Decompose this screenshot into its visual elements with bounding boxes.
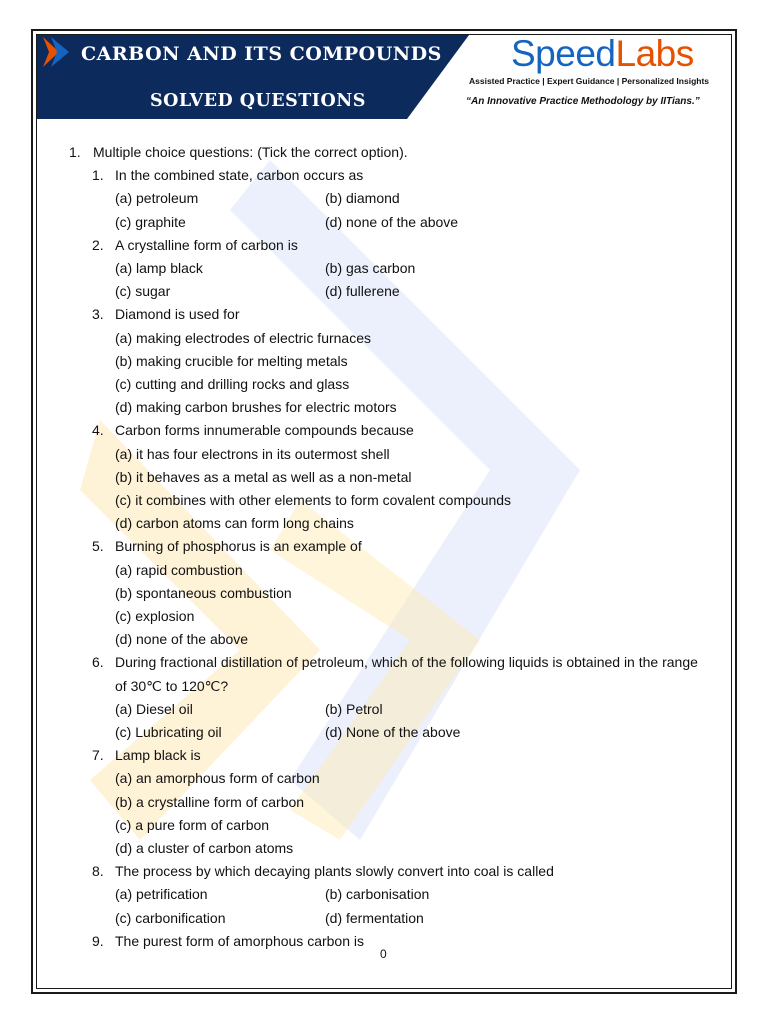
logo-speed: Speed (511, 34, 616, 74)
option: (b) carbonisation (325, 886, 430, 903)
option: (a) rapid combustion (115, 561, 243, 578)
question-number: 7. (92, 747, 104, 764)
logo-tagline: “An Innovative Practice Methodology by IITians.” (466, 96, 700, 107)
option: (b) diamond (325, 190, 400, 207)
question-number: 8. (92, 863, 104, 880)
section-number: 1. (69, 144, 81, 160)
question-number: 1. (92, 167, 104, 184)
question-number: 4. (92, 422, 104, 439)
option: (b) making crucible for melting metals (115, 352, 348, 369)
option: (c) carbonification (115, 909, 226, 926)
question-text: Lamp black is (115, 747, 201, 764)
option: (a) it has four electrons in its outermost shell (115, 445, 390, 462)
question-number: 9. (92, 932, 104, 949)
option: (d) carbon atoms can form long chains (115, 515, 354, 532)
question-text: The purest form of amorphous carbon is (115, 932, 365, 949)
option: (c) a pure form of carbon (115, 816, 270, 833)
page-title: CARBON AND ITS COMPOUNDS (81, 43, 442, 65)
option: (b) gas carbon (325, 260, 416, 276)
page-subtitle: SOLVED QUESTIONS (150, 91, 366, 111)
question-text: Carbon forms innumerable compounds because (115, 422, 414, 439)
question-number: 6. (92, 654, 104, 671)
option: (b) a crystalline form of carbon (115, 793, 305, 810)
option: (c) sugar (115, 283, 171, 300)
question-text: During fractional distillation of petroleum, which of the following liquids is obtained in the range (115, 654, 698, 671)
question-text: The process by which decaying plants slowly convert into coal is called (115, 863, 554, 880)
question-number: 3. (92, 306, 104, 323)
logo-tags: Assisted Practice | Expert Guidance | Personalized Insights (469, 76, 710, 86)
question-text: In the combined state, carbon occurs as (115, 167, 364, 184)
option: (c) Lubricating oil (115, 724, 222, 740)
option: (d) fullerene (325, 283, 400, 300)
question-text: A crystalline form of carbon is (115, 236, 298, 253)
option: (d) none of the above (115, 631, 249, 648)
option: (c) explosion (115, 608, 195, 624)
option: (a) petroleum (115, 190, 199, 207)
option: (b) Petrol (325, 700, 383, 717)
logo-labs: Labs (615, 34, 694, 74)
question-number: 2. (92, 236, 104, 253)
option: (b) spontaneous combustion (115, 584, 292, 601)
option: (d) None of the above (325, 724, 461, 740)
question-number: 5. (92, 538, 104, 555)
option: (a) making electrodes of electric furnaces (115, 329, 371, 346)
option: (b) it behaves as a metal as well as a non-metal (115, 468, 412, 485)
option: (c) it combines with other elements to form covalent compounds (115, 492, 512, 508)
option: (a) petrification (115, 886, 208, 903)
option: (c) cutting and drilling rocks and glass (115, 376, 350, 392)
question-text: Burning of phosphorus is an example of (115, 538, 362, 555)
option: (d) a cluster of carbon atoms (115, 840, 294, 856)
option: (a) Diesel oil (115, 700, 193, 717)
question-text: Diamond is used for (115, 306, 240, 323)
option: (d) fermentation (325, 909, 424, 926)
option: (d) none of the above (325, 213, 459, 230)
question-text-continued: of 30℃ to 120℃? (115, 677, 229, 694)
option: (a) an amorphous form of carbon (115, 770, 320, 787)
page-number: 0 (380, 947, 387, 961)
option: (c) graphite (115, 213, 186, 230)
option: (d) making carbon brushes for electric motors (115, 399, 397, 416)
option: (a) lamp black (115, 260, 203, 276)
section-heading: Multiple choice questions: (Tick the correct option). (93, 144, 408, 160)
